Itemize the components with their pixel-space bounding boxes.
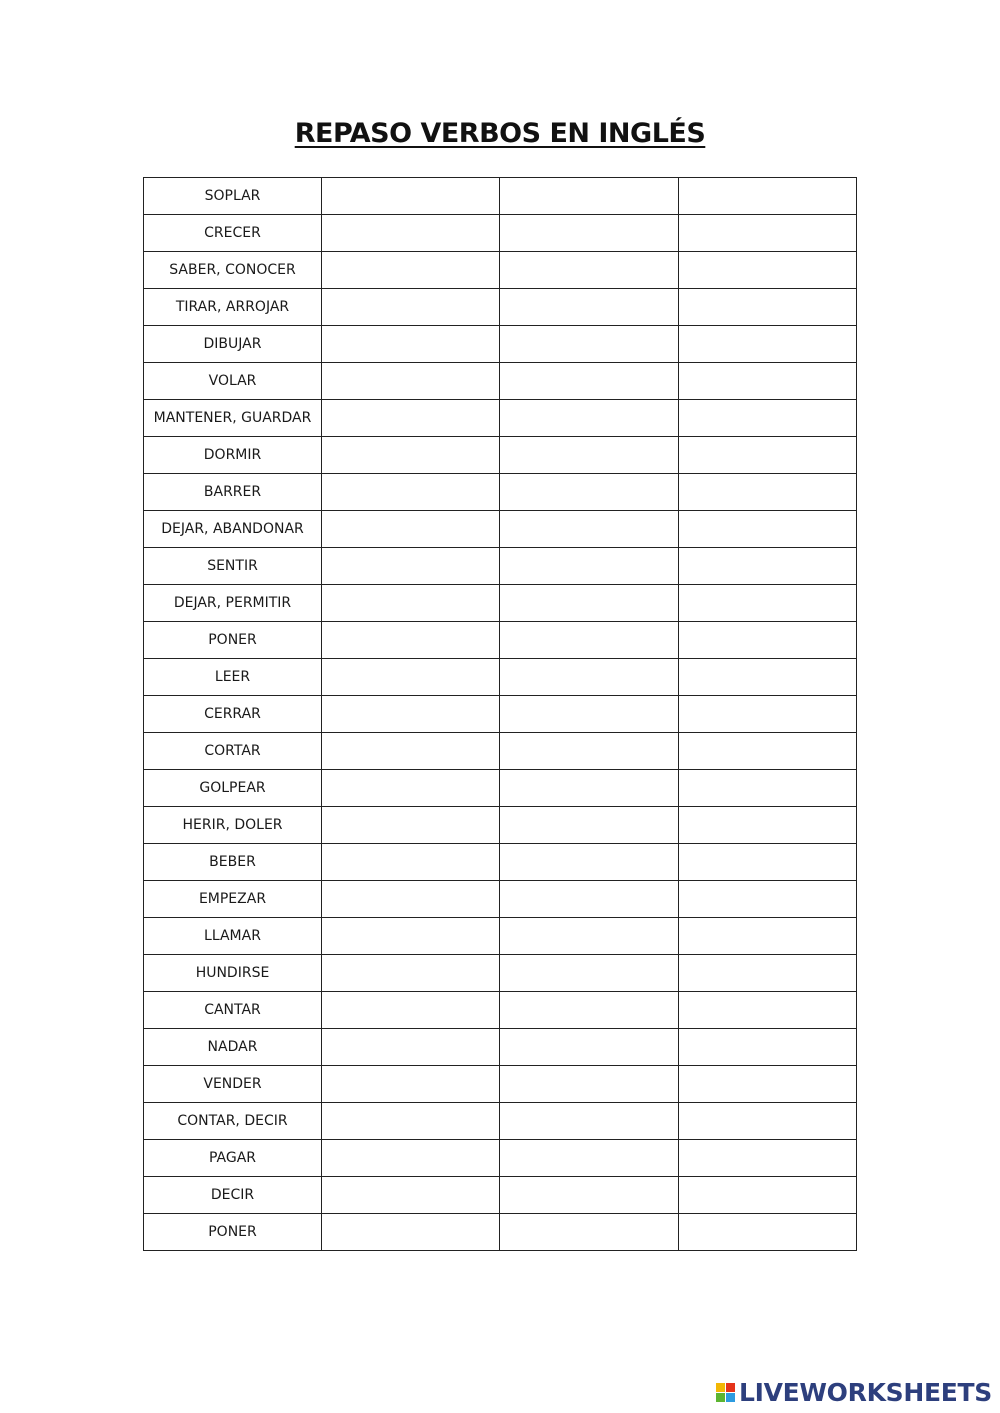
table-row	[144, 363, 857, 400]
infinitive-answer-cell[interactable]	[322, 992, 500, 1029]
verb-cell: LEER	[144, 659, 322, 696]
verb-cell: CERRAR	[144, 696, 322, 733]
table-row	[144, 215, 857, 252]
infinitive-answer-cell[interactable]	[322, 622, 500, 659]
table-row	[144, 696, 857, 733]
infinitive-answer-cell[interactable]	[322, 548, 500, 585]
past-simple-answer-cell[interactable]	[500, 770, 678, 807]
past-participle-answer-cell[interactable]	[678, 881, 856, 918]
past-participle-answer-cell[interactable]	[678, 400, 856, 437]
past-simple-answer-cell[interactable]	[500, 844, 678, 881]
infinitive-answer-cell[interactable]	[322, 659, 500, 696]
past-participle-answer-cell[interactable]	[678, 1103, 856, 1140]
table-row	[144, 326, 857, 363]
past-participle-answer-cell[interactable]	[678, 696, 856, 733]
infinitive-answer-cell[interactable]	[322, 1029, 500, 1066]
verbs-table-body	[144, 178, 857, 1251]
past-participle-answer-cell[interactable]	[678, 1177, 856, 1214]
table-row	[144, 400, 857, 437]
table-row	[144, 1214, 857, 1251]
infinitive-answer-cell[interactable]	[322, 289, 500, 326]
past-participle-answer-cell[interactable]	[678, 733, 856, 770]
verb-cell: NADAR	[144, 1029, 322, 1066]
past-participle-answer-cell[interactable]	[678, 289, 856, 326]
table-row	[144, 252, 857, 289]
past-participle-answer-cell[interactable]	[678, 770, 856, 807]
verbs-table	[143, 177, 857, 1251]
table-row	[144, 437, 857, 474]
table-row	[144, 659, 857, 696]
infinitive-answer-cell[interactable]	[322, 1103, 500, 1140]
verb-cell: SOPLAR	[144, 178, 322, 215]
logo-square-4	[726, 1393, 735, 1402]
past-participle-answer-cell[interactable]	[678, 178, 856, 215]
past-simple-answer-cell[interactable]	[500, 622, 678, 659]
table-row	[144, 511, 857, 548]
infinitive-answer-cell[interactable]	[322, 807, 500, 844]
past-participle-answer-cell[interactable]	[678, 252, 856, 289]
past-participle-answer-cell[interactable]	[678, 844, 856, 881]
past-simple-answer-cell[interactable]	[500, 881, 678, 918]
verb-cell: DIBUJAR	[144, 326, 322, 363]
infinitive-answer-cell[interactable]	[322, 844, 500, 881]
verb-cell: SENTIR	[144, 548, 322, 585]
verb-cell: LLAMAR	[144, 918, 322, 955]
verb-cell: HERIR, DOLER	[144, 807, 322, 844]
infinitive-answer-cell[interactable]	[322, 585, 500, 622]
past-participle-answer-cell[interactable]	[678, 511, 856, 548]
table-row	[144, 289, 857, 326]
past-simple-answer-cell[interactable]	[500, 1103, 678, 1140]
table-row	[144, 1066, 857, 1103]
infinitive-answer-cell[interactable]	[322, 178, 500, 215]
infinitive-answer-cell[interactable]	[322, 400, 500, 437]
logo-square-3	[716, 1393, 725, 1402]
past-participle-answer-cell[interactable]	[678, 807, 856, 844]
past-simple-answer-cell[interactable]	[500, 363, 678, 400]
liveworksheets-brand	[716, 1378, 992, 1407]
past-simple-answer-cell[interactable]	[500, 400, 678, 437]
past-participle-answer-cell[interactable]	[678, 955, 856, 992]
infinitive-answer-cell[interactable]	[322, 1140, 500, 1177]
table-row	[144, 548, 857, 585]
past-participle-answer-cell[interactable]	[678, 659, 856, 696]
verb-cell: PONER	[144, 622, 322, 659]
infinitive-answer-cell[interactable]	[322, 326, 500, 363]
past-simple-answer-cell[interactable]	[500, 1214, 678, 1251]
page-title: REPASO VERBOS EN INGLÉS	[294, 118, 706, 149]
infinitive-answer-cell[interactable]	[322, 1066, 500, 1103]
infinitive-answer-cell[interactable]	[322, 955, 500, 992]
table-row	[144, 844, 857, 881]
infinitive-answer-cell[interactable]	[322, 437, 500, 474]
verb-cell: CANTAR	[144, 992, 322, 1029]
past-simple-answer-cell[interactable]	[500, 252, 678, 289]
past-simple-answer-cell[interactable]	[500, 918, 678, 955]
infinitive-answer-cell[interactable]	[322, 918, 500, 955]
verb-cell: BEBER	[144, 844, 322, 881]
past-participle-answer-cell[interactable]	[678, 1140, 856, 1177]
verb-cell: VENDER	[144, 1066, 322, 1103]
verb-cell: HUNDIRSE	[144, 955, 322, 992]
past-simple-answer-cell[interactable]	[500, 1066, 678, 1103]
verb-cell: SABER, CONOCER	[144, 252, 322, 289]
verb-cell: MANTENER, GUARDAR	[144, 400, 322, 437]
verb-cell: CORTAR	[144, 733, 322, 770]
past-simple-answer-cell[interactable]	[500, 733, 678, 770]
logo-square-1	[716, 1383, 725, 1392]
past-simple-answer-cell[interactable]	[500, 1140, 678, 1177]
infinitive-answer-cell[interactable]	[322, 881, 500, 918]
table-row	[144, 992, 857, 1029]
verb-cell: EMPEZAR	[144, 881, 322, 918]
past-simple-answer-cell[interactable]	[500, 1177, 678, 1214]
past-simple-answer-cell[interactable]	[500, 326, 678, 363]
infinitive-answer-cell[interactable]	[322, 770, 500, 807]
table-row	[144, 1177, 857, 1214]
past-simple-answer-cell[interactable]	[500, 696, 678, 733]
verb-cell: PONER	[144, 1214, 322, 1251]
past-simple-answer-cell[interactable]	[500, 474, 678, 511]
table-row	[144, 955, 857, 992]
past-participle-answer-cell[interactable]	[678, 918, 856, 955]
past-simple-answer-cell[interactable]	[500, 1029, 678, 1066]
past-simple-answer-cell[interactable]	[500, 992, 678, 1029]
past-participle-answer-cell[interactable]	[678, 992, 856, 1029]
verb-cell: CONTAR, DECIR	[144, 1103, 322, 1140]
table-row	[144, 585, 857, 622]
table-row	[144, 807, 857, 844]
table-row	[144, 918, 857, 955]
verb-cell: TIRAR, ARROJAR	[144, 289, 322, 326]
past-participle-answer-cell[interactable]	[678, 437, 856, 474]
verb-cell: GOLPEAR	[144, 770, 322, 807]
verb-cell: BARRER	[144, 474, 322, 511]
infinitive-answer-cell[interactable]	[322, 474, 500, 511]
past-simple-answer-cell[interactable]	[500, 955, 678, 992]
infinitive-answer-cell[interactable]	[322, 252, 500, 289]
infinitive-answer-cell[interactable]	[322, 733, 500, 770]
past-participle-answer-cell[interactable]	[678, 585, 856, 622]
liveworksheets-logo-icon	[716, 1383, 735, 1402]
infinitive-answer-cell[interactable]	[322, 511, 500, 548]
table-row	[144, 622, 857, 659]
verb-cell: DECIR	[144, 1177, 322, 1214]
infinitive-answer-cell[interactable]	[322, 696, 500, 733]
past-simple-answer-cell[interactable]	[500, 178, 678, 215]
table-row	[144, 474, 857, 511]
past-simple-answer-cell[interactable]	[500, 289, 678, 326]
infinitive-answer-cell[interactable]	[322, 363, 500, 400]
past-simple-answer-cell[interactable]	[500, 807, 678, 844]
verb-cell: DEJAR, PERMITIR	[144, 585, 322, 622]
infinitive-answer-cell[interactable]	[322, 1214, 500, 1251]
past-simple-answer-cell[interactable]	[500, 511, 678, 548]
past-simple-answer-cell[interactable]	[500, 659, 678, 696]
past-participle-answer-cell[interactable]	[678, 215, 856, 252]
past-simple-answer-cell[interactable]	[500, 548, 678, 585]
past-participle-answer-cell[interactable]	[678, 326, 856, 363]
infinitive-answer-cell[interactable]	[322, 215, 500, 252]
table-row	[144, 770, 857, 807]
table-row	[144, 178, 857, 215]
verb-cell: DORMIR	[144, 437, 322, 474]
past-participle-answer-cell[interactable]	[678, 363, 856, 400]
past-participle-answer-cell[interactable]	[678, 1066, 856, 1103]
past-participle-answer-cell[interactable]	[678, 622, 856, 659]
past-simple-answer-cell[interactable]	[500, 585, 678, 622]
table-row	[144, 733, 857, 770]
verb-cell: VOLAR	[144, 363, 322, 400]
brand-name: LIVEWORKSHEETS	[738, 1378, 992, 1407]
verb-cell: DEJAR, ABANDONAR	[144, 511, 322, 548]
past-simple-answer-cell[interactable]	[500, 215, 678, 252]
past-participle-answer-cell[interactable]	[678, 474, 856, 511]
past-participle-answer-cell[interactable]	[678, 548, 856, 585]
past-simple-answer-cell[interactable]	[500, 437, 678, 474]
logo-square-2	[726, 1383, 735, 1392]
infinitive-answer-cell[interactable]	[322, 1177, 500, 1214]
verb-cell: PAGAR	[144, 1140, 322, 1177]
table-row	[144, 1103, 857, 1140]
verb-cell: CRECER	[144, 215, 322, 252]
table-row	[144, 1140, 857, 1177]
table-row	[144, 881, 857, 918]
table-row	[144, 1029, 857, 1066]
past-participle-answer-cell[interactable]	[678, 1029, 856, 1066]
past-participle-answer-cell[interactable]	[678, 1214, 856, 1251]
